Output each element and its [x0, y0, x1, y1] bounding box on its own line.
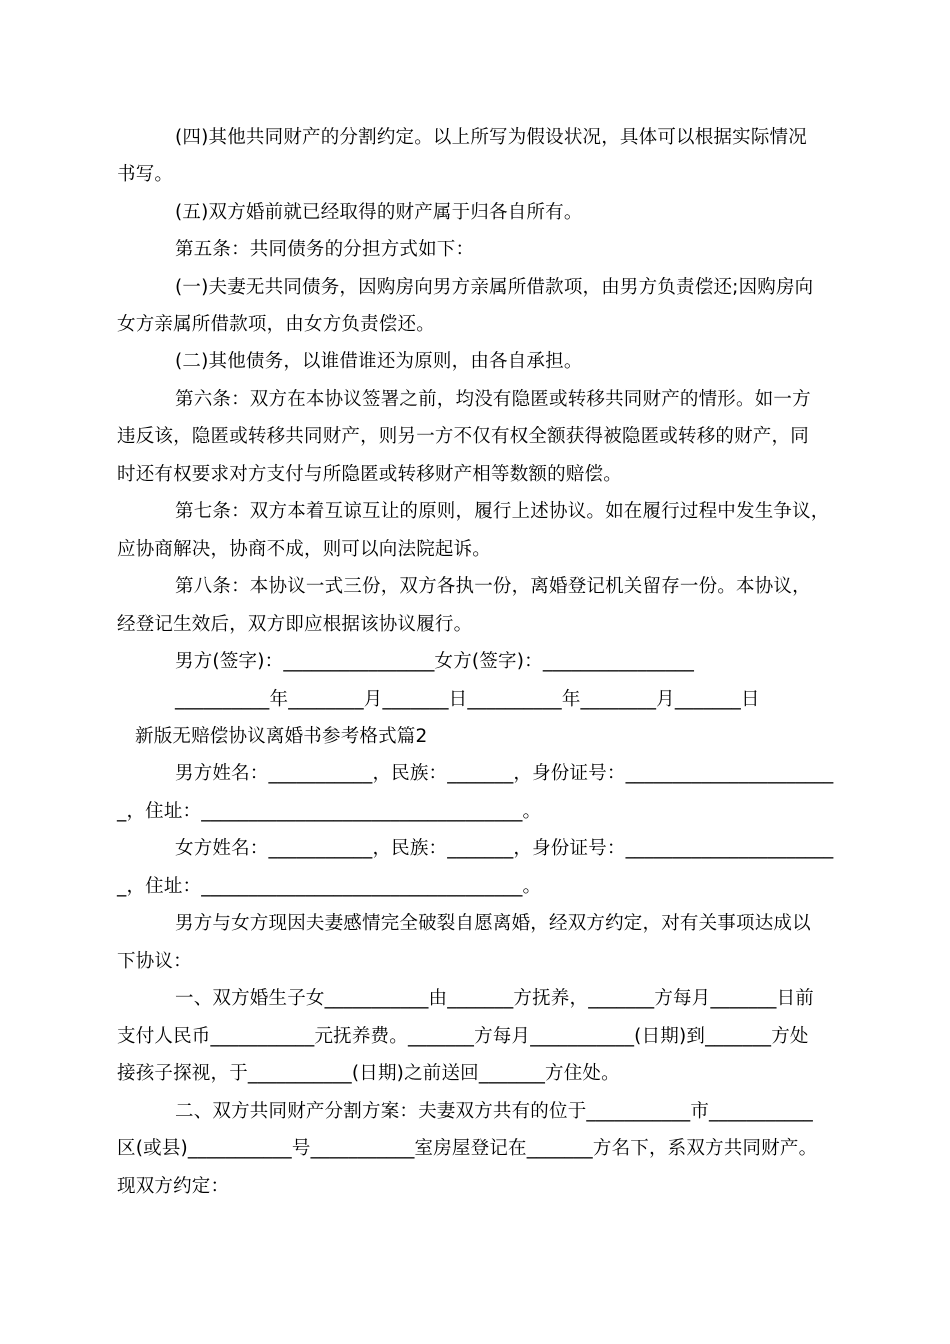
- paragraph-line: 女方姓名：___________，民族：_______，身份证号：______________________: [175, 838, 834, 859]
- paragraph-line: 时还有权要求对方支付与所隐匿或转移财产相等数额的赔偿。: [117, 464, 622, 485]
- paragraph-line: 男方姓名：___________，民族：_______，身份证号：______________________: [175, 763, 834, 784]
- paragraph-line: 男方与女方现因夫妻感情完全破裂自愿离婚，经双方约定，对有关事项达成以: [175, 913, 811, 934]
- paragraph-line: 女方亲属所借款项，由女方负责偿还。: [117, 314, 435, 335]
- paragraph-line: 二、双方共同财产分割方案：夫妻双方共有的位于___________市___________: [175, 1101, 814, 1122]
- paragraph-line: (四)其他共同财产的分割约定。以上所写为假设状况，具体可以根据实际情况: [175, 127, 807, 148]
- paragraph-line: 经登记生效后，双方即应根据该协议履行。: [117, 614, 473, 635]
- section-title: 新版无赔偿协议离婚书参考格式篇2: [135, 726, 428, 747]
- paragraph-line: _，住址：__________________________________。: [117, 801, 542, 822]
- paragraph-line: (一)夫妻无共同债务，因购房向男方亲属所借款项，由男方负责偿还;因购房向: [175, 277, 814, 298]
- paragraph-line: 一、双方婚生子女___________由_______方抚养，_______方每月_______日前: [175, 988, 815, 1009]
- paragraph-line: 第六条：双方在本协议签署之前，均没有隐匿或转移共同财产的情形。如一方: [175, 389, 811, 410]
- paragraph-line: (二)其他债务，以谁借谁还为原则，由各自承担。: [175, 351, 583, 372]
- paragraph-line: 违反该，隐匿或转移共同财产，则另一方不仅有权全额获得被隐匿或转移的财产，同: [117, 426, 809, 447]
- date-line: __________年________月_______日__________年________月_______日: [175, 689, 760, 710]
- paragraph-line: _，住址：__________________________________。: [117, 876, 542, 897]
- paragraph-line: 接孩子探视，于___________(日期)之前送回_______方住处。: [117, 1063, 620, 1084]
- paragraph-line: 应协商解决，协商不成，则可以向法院起诉。: [117, 539, 492, 560]
- paragraph-line: 第七条：双方本着互谅互让的原则，履行上述协议。如在履行过程中发生争议，: [175, 501, 830, 522]
- paragraph-line: 书写。: [117, 164, 174, 185]
- signature-line: 男方(签字)：________________女方(签字)：________________: [175, 651, 695, 672]
- article-heading: 第五条：共同债务的分担方式如下：: [175, 239, 475, 260]
- paragraph-line: 第八条：本协议一式三份，双方各执一份，离婚登记机关留存一份。本协议，: [175, 576, 811, 597]
- paragraph-line: 现双方约定：: [117, 1176, 230, 1197]
- paragraph-line: (五)双方婚前就已经取得的财产属于归各自所有。: [175, 202, 583, 223]
- paragraph-line: 区(或县)___________号___________室房屋登记在_______方名下，系双方共同财产。: [117, 1138, 818, 1159]
- paragraph-line: 支付人民币___________元抚养费。_______方每月___________(日期)到_______方处: [117, 1026, 809, 1047]
- paragraph-line: 下协议：: [117, 951, 192, 972]
